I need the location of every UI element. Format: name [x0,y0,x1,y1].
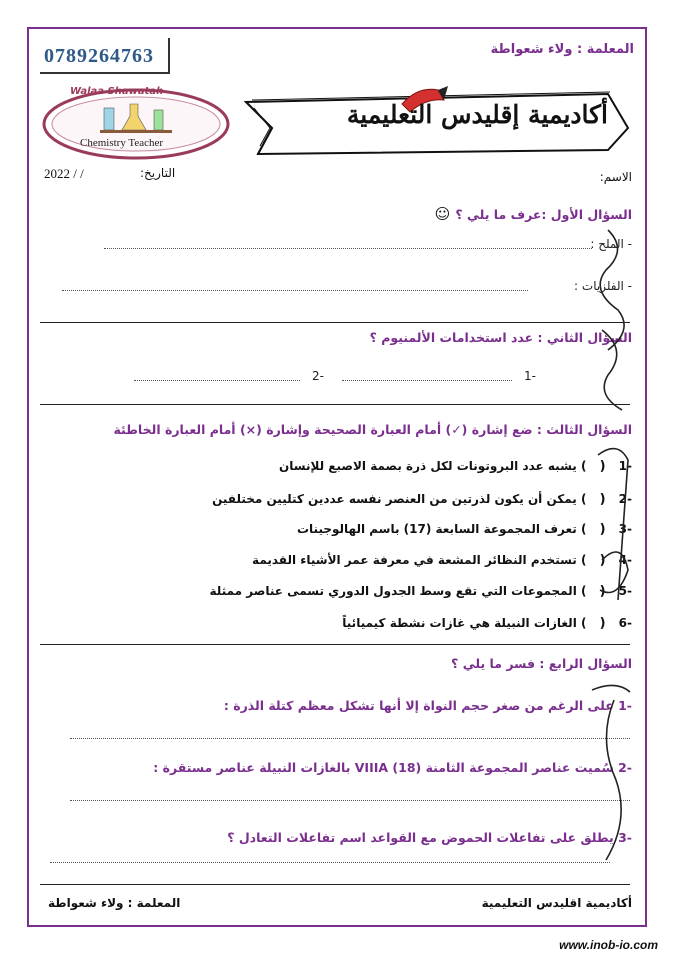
q3-statement: ) تستخدم النظائر المشعة في معرفة عمر الأشياء القديمة [252,553,587,567]
name-label: الاسم: [599,170,632,184]
q3-row-2 [162,488,632,507]
q1-item-1: - الملح : [590,237,632,251]
q3-statement: ) يمكن أن يكون لذرتين من العنصر نفسه عددين كتليين مختلفين [212,492,587,506]
q3-statement: ) الغازات النبيلة هي غازات نشطة كيميائياً [342,616,587,630]
q4-item-3: -3 يطلق على تفاعلات الحموض مع القواعد اسم تفاعلات التعادل ؟ [227,830,632,845]
q3-row-3 [232,518,632,537]
handwriting-decoration [588,200,638,640]
q4-answer-line-1[interactable] [70,738,630,739]
q3-statement: ) تعرف المجموعة السابعة (17) باسم الهالوجينات [296,522,587,536]
q3-answer-box[interactable]: ( [599,616,606,631]
date-label: التاريخ: [140,166,176,180]
q1-title: السؤال الأول :عرف ما يلي ؟ [455,207,632,222]
q3-row-4 [212,549,632,568]
logo-bottom-text: Chemistry Teacher [80,137,164,149]
phone-number: 0789264763 [40,38,170,74]
q3-num: -3 [618,522,632,536]
q2-answer-line-2[interactable] [134,380,300,381]
date-value: 2022 / / [44,166,84,181]
q2-item-2-num: -2 [312,369,324,383]
divider-2 [40,404,630,405]
q4-answer-line-2[interactable] [70,800,630,801]
footer-teacher: المعلمة : ولاء شعواطة [48,896,181,910]
q1-answer-line-2[interactable] [62,290,528,291]
website-watermark[interactable]: www.inob-io.com [559,938,658,952]
q3-num: -1 [618,459,632,473]
q3-answer-box[interactable]: ( [599,492,606,507]
q4-title: السؤال الرابع : فسر ما يلي ؟ [451,656,632,671]
q3-statement: ) يشبه عدد البروتونات لكل ذرة بصمة الاصبع للإنسان [279,459,587,473]
q3-statement: ) المجموعات التي تقع وسط الجدول الدوري تسمى عناصر ممثلة [209,584,587,598]
academy-banner-text: أكاديمية إقليدس التعليمية [346,100,608,129]
q3-title: السؤال الثالث : ضع إشارة (✓) أمام العبارة الصحيحة وإشارة (×) أمام العبارة الخاطئة [113,422,632,437]
divider-4 [40,884,630,885]
q4-item-1: -1 على الرغم من صغر حجم النواة إلا أنها تشكل معظم كتلة الذرة : [223,698,632,713]
smiley-icon: ☺ [434,205,451,223]
q1-item-2: - الفلزيات : [574,279,632,293]
q3-row-6 [232,612,632,631]
q3-num: -6 [618,616,632,630]
q2-title: السؤال الثاني : عدد استخدامات الألمنيوم ؟ [369,330,632,345]
q3-num: -2 [618,492,632,506]
q2-answer-line-1[interactable] [342,380,512,381]
q1-answer-line-1[interactable] [104,248,592,249]
footer-academy: أكاديمية اقليدس التعليمية [481,896,632,910]
q3-row-5 [192,580,632,599]
divider-1 [40,322,630,323]
q3-num: -4 [618,553,632,567]
logo-top-text: Walaa Shawatah [70,86,164,97]
q3-answer-box[interactable]: ( [599,459,606,474]
q3-answer-box[interactable]: ( [599,522,606,537]
q3-answer-box[interactable]: ( [599,553,606,568]
q3-num: -5 [618,584,632,598]
teacher-name-header: المعلمة : ولاء شعواطة [490,42,634,57]
handwriting-decoration-2 [586,680,636,880]
q3-answer-box[interactable]: ( [599,584,606,599]
q3-row-1 [232,455,632,474]
q4-answer-line-3[interactable] [50,862,610,863]
divider-3 [40,644,630,645]
q4-item-2: -2 سُميت عناصر المجموعة الثامنة VIIIA (18) بالغازات النبيلة عناصر مستقرة : [153,760,632,775]
chemistry-logo [42,88,230,160]
q2-item-1-num: -1 [524,369,536,383]
